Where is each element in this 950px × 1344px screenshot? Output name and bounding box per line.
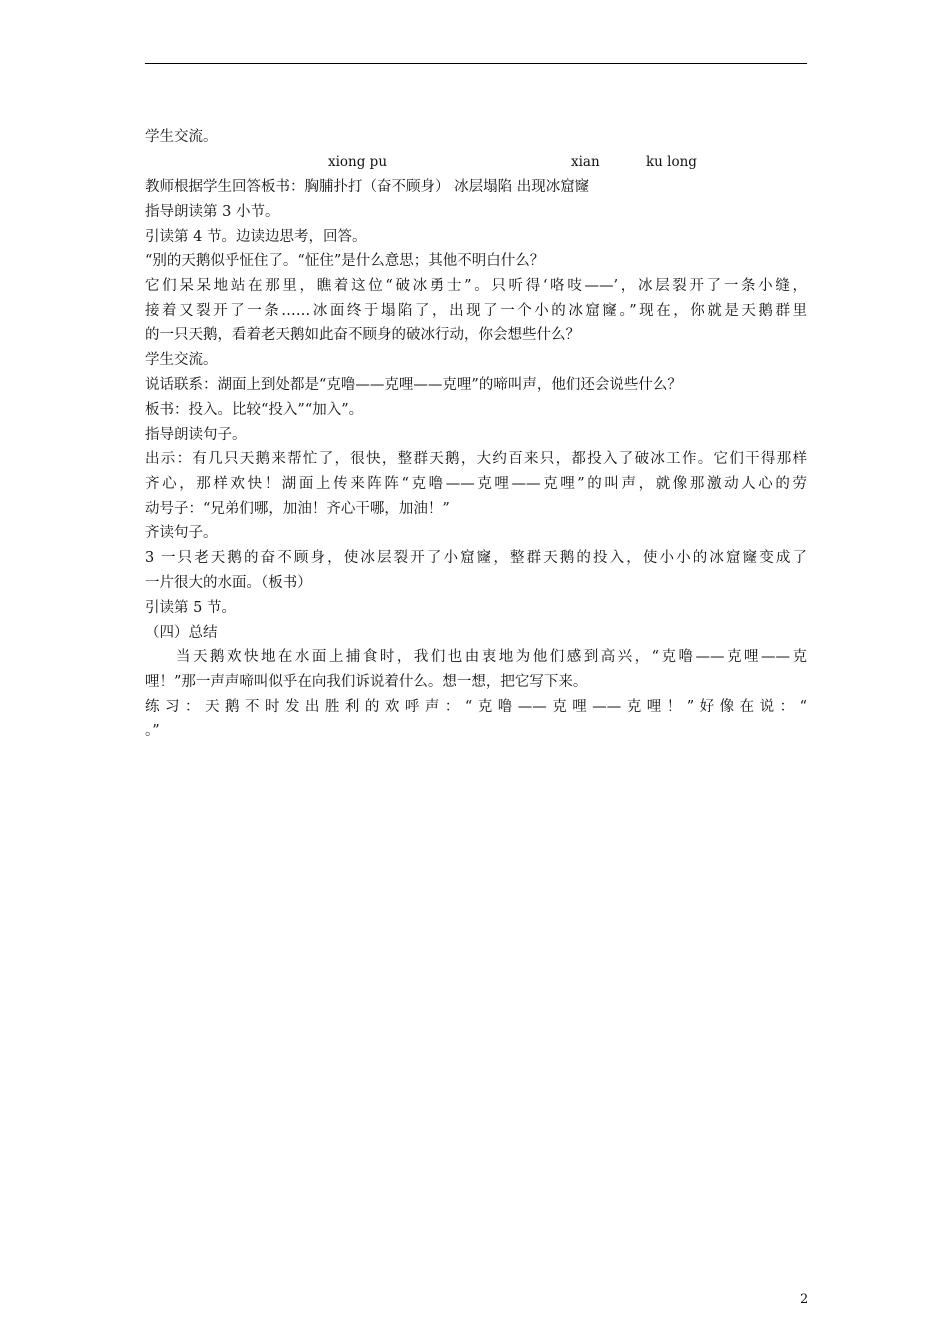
text-line: 教师根据学生回答板书：胸脯扑打（奋不顾身） 冰层塌陷 出现冰窟窿 [145,179,590,195]
text-line: 指导朗读第 3 小节。 [145,204,280,220]
text-line: 引读第 4 节。边读边思考，回答。 [145,229,367,245]
page-number: 2 [800,1292,809,1307]
text-line: 板书：投入。比较“投入”“加入”。 [145,402,364,418]
text-line: 引读第 5 节。 [145,600,236,616]
text-line: 它们呆呆地站在那里，瞧着这位“破冰勇士”。只听得‘咯吱——’，冰层裂开了一条小缝， [145,278,807,294]
text-line: 说话联系：湖面上到处都是“克噜——克哩——克哩”的啼叫声，他们还会说些什么？ [145,377,682,393]
text-line: 出示：有几只天鹅来帮忙了，很快，整群天鹅，大约百来只，都投入了破冰工作。它们干得那样 [145,451,807,467]
section-heading: （四）总结 [145,625,218,641]
text-line: 接着又裂开了一条……冰面终于塌陷了，出现了一个小的冰窟窿。”现在，你就是天鹅群里 [145,303,807,319]
text-line: 哩！”那一声声啼叫似乎在向我们诉说着什么。想一想，把它写下来。 [145,674,588,690]
text-line: 当天鹅欢快地在水面上捕食时，我们也由衷地为他们感到高兴，“克噜——克哩——克 [176,649,807,665]
text-line: 一片很大的水面。（板书） [145,575,312,591]
text-line: 学生交流。 [145,129,218,145]
text-line: 的一只天鹅，看着老天鹅如此奋不顾身的破冰行动，你会想些什么？ [145,327,580,343]
exercise-line: 。” [145,723,160,739]
header-rule [145,63,807,64]
exercise-line: 练习：天鹅不时发出胜利的欢呼声：“克噜——克哩——克哩！”好像在说：“ [145,699,807,715]
text-line: 3 一只老天鹅的奋不顾身，使冰层裂开了小窟窿，整群天鹅的投入，使小小的冰窟窿变成了 [145,550,807,566]
text-line: 动号子：“兄弟们哪，加油！齐心干哪，加油！” [145,501,450,517]
pinyin-xian: xian [571,154,600,170]
text-line: “别的天鹅似乎怔住了。“怔住”是什么意思；其他不明白什么？ [145,253,545,269]
pinyin-kulong: ku long [646,154,697,170]
text-line: 齐读句子。 [145,525,218,541]
text-line: 齐心，那样欢快！湖面上传来阵阵“克噜——克哩——克哩”的叫声，就像那激动人心的劳 [145,476,807,492]
text-line: 指导朗读句子。 [145,427,247,443]
pinyin-xiongpu: xiong pu [328,154,388,170]
text-line: 学生交流。 [145,352,218,368]
